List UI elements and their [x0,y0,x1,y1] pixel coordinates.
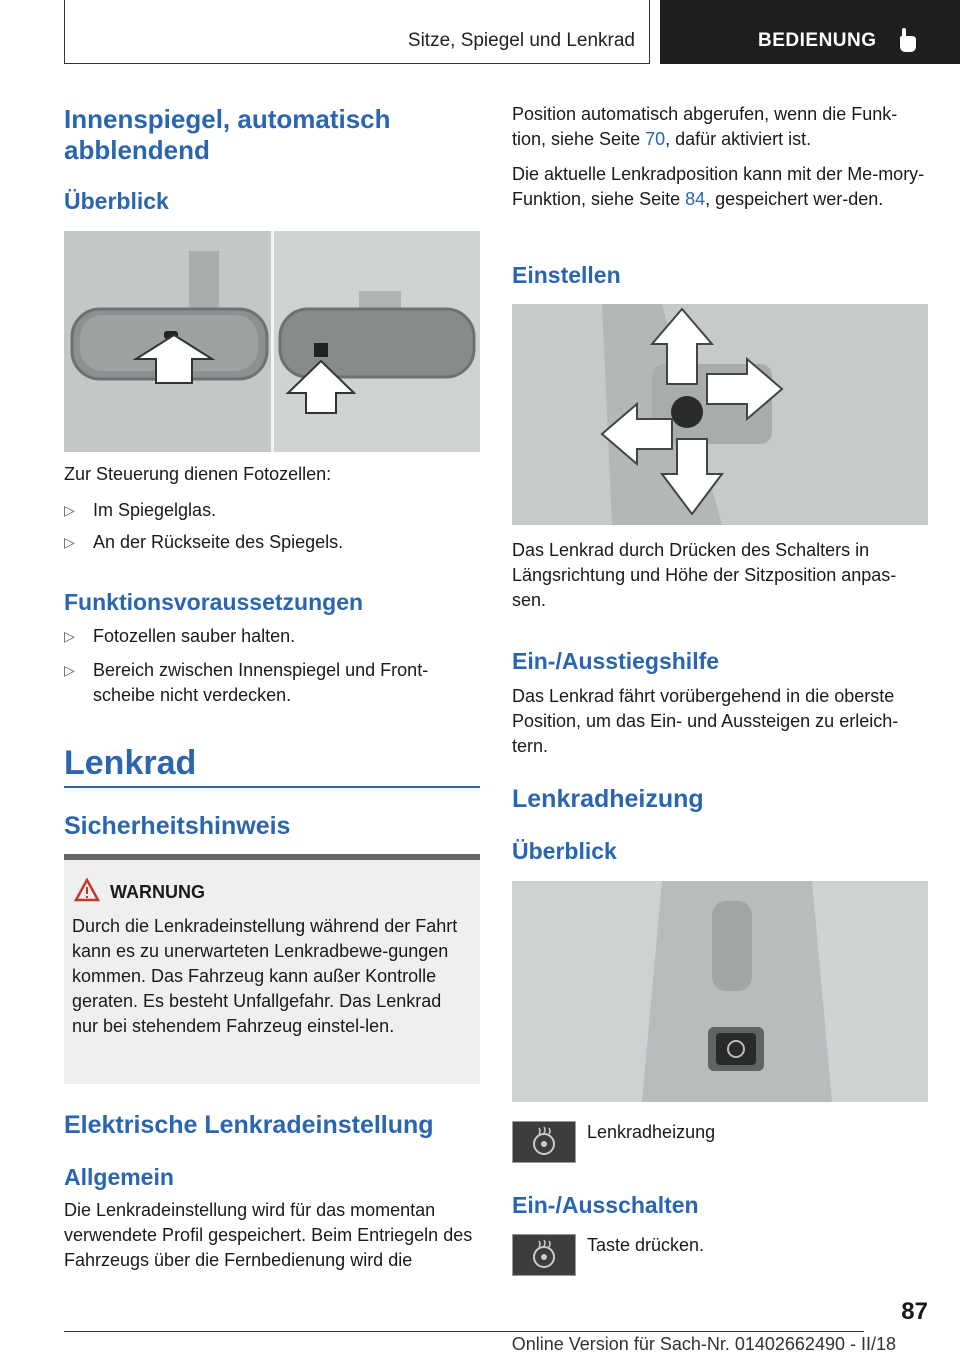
hand-pointer-icon [894,26,920,54]
chapter-heading: Lenkrad [64,744,197,782]
warning-text: Durch die Lenkradeinstellung während der Fahrt kann es zu unerwarteten Lenkradbewe-gungen kommen. Das Fahrzeug kann außer Kontrolle geraten. Es besteht Unfallgefahr. Das Lenkrad nur bei stehendem Fahrzeug einstel-len. [72,916,458,1036]
heated-steering-wheel-button-icon [512,1234,576,1276]
general-heading: Allgemein [64,1164,174,1190]
photo-cells-intro: Zur Steuerung dienen Fotozellen: [64,464,332,484]
entry-aid-text: Das Lenkrad fährt vorübergehend in die oberste Position, um das Ein- und Aussteigen zu erleich-tern. [512,686,899,756]
electric-adjust-heading: Elektrische Lenkradeinstellung [64,1111,434,1139]
chapter-divider [64,786,480,788]
auto-recall-text: Position automatisch abgerufen, wenn die Funk-tion, siehe Seite 70, dafür aktiviert ist. [512,104,898,149]
section-title: Sitze, Spiegel und Lenkrad [407,30,635,51]
bullet-triangle-icon: ▷ [64,534,75,550]
heated-steering-wheel-icon [512,1121,576,1163]
bullet-triangle-icon: ▷ [64,502,75,518]
bullet-triangle-icon: ▷ [64,628,75,644]
warning-box [64,854,480,1084]
section-tab [64,0,650,64]
memory-text: Die aktuelle Lenkradposition kann mit der Me-mory-Funktion, siehe Seite 84, gespeichert wer-den. [512,164,925,209]
heating-icon-label: Lenkradheizung [587,1122,716,1142]
prereq-heading: Funktionsvoraussetzungen [64,589,364,615]
chapter-label: BEDIENUNG [758,30,877,51]
mirror-illustration [64,231,480,452]
online-version-text: Online Version für Sach-Nr. 01402662490 - II/18 [511,1334,896,1354]
heating-button-illustration [512,881,928,1102]
footer-divider [64,1331,864,1332]
bullet-triangle-icon: ▷ [64,662,75,678]
general-text: Die Lenkradeinstellung wird für das momentan verwendete Profil gespeichert. Beim Entriegeln des Fahrzeugs über die Fernbedienung wird die [64,1200,473,1270]
steering-adjust-illustration [512,304,928,525]
page-link-84[interactable]: 84 [685,189,706,209]
page-header [0,0,960,66]
heating-heading: Lenkradheizung [512,785,704,813]
chapter-tab [660,0,960,64]
warning-triangle-icon [74,878,100,902]
page-number: 87 [901,1298,928,1325]
page-link-70[interactable]: 70 [645,129,666,149]
warning-top-bar [64,854,480,860]
mirror-heading: Innenspiegel, automatisch abblendend [64,104,391,165]
adjust-heading: Einstellen [512,262,621,288]
warning-title: WARNUNG [110,882,205,902]
safety-heading: Sicherheitshinweis [64,812,291,840]
overview-heading: Überblick [64,188,169,214]
adjust-text: Das Lenkrad durch Drücken des Schalters in Längsrichtung und Höhe der Sitzposition anpas-sen. [512,540,897,610]
entry-aid-heading: Ein-/Ausstiegshilfe [512,648,720,674]
switch-text: Taste drücken. [587,1235,705,1255]
switch-heading: Ein-/Ausschalten [512,1192,699,1218]
heating-overview-heading: Überblick [512,838,617,864]
